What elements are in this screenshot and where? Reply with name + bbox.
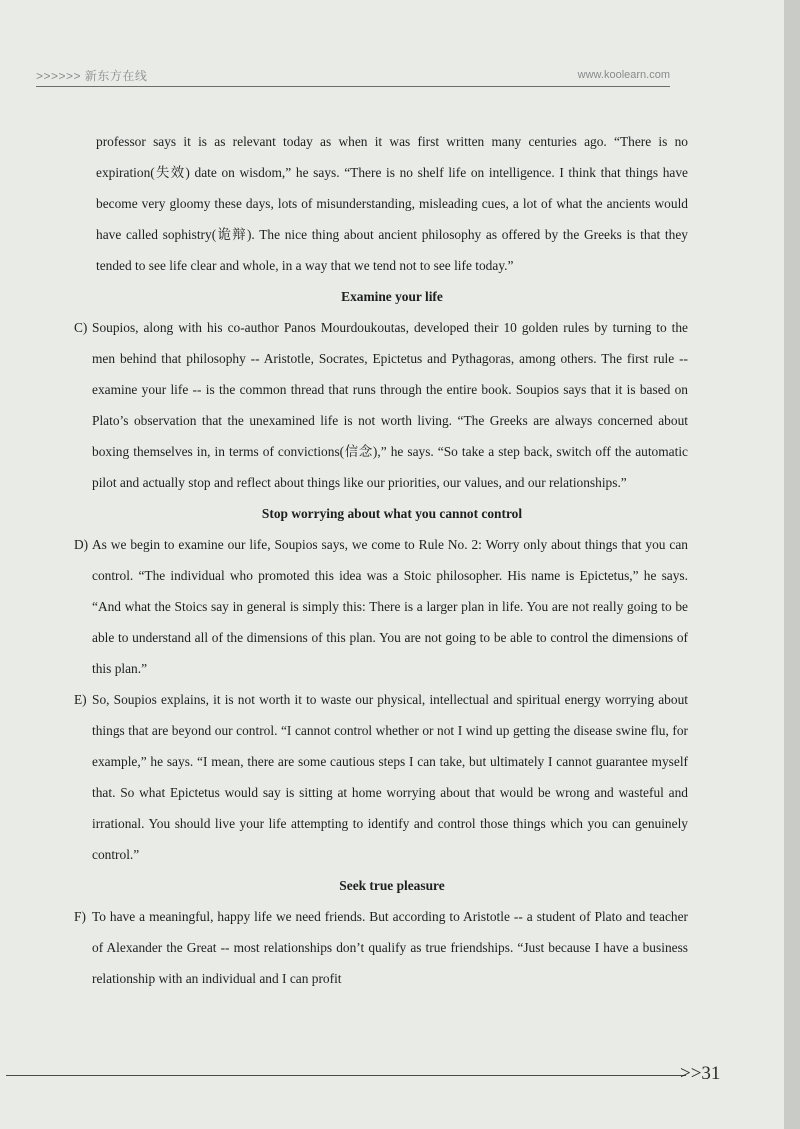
- paragraph-continued: professor says it is as relevant today as when it was first written many centuries ago. “There is no expiration(失效) date on wisdom,” he says. “There is no shelf life on intelligence. I think that things have become very gloomy these days, lots of misunderstanding, misleading cues, a lot of what the ancients would have called sophistry(诡辩). The nice thing about ancient philosophy as offered by the Greeks is that they tended to see life clear and whole, in a way that we tend not to see life today.”: [96, 134, 688, 273]
- paragraph-d: [74, 529, 688, 684]
- page-number: >>31: [680, 1063, 721, 1084]
- paragraph-text: So, Soupios explains, it is not worth it to waste our physical, intellectual and spiritual energy worrying about things that are beyond our control. “I cannot control whether or not I wind up getting the disease swine flu, for example,” he says. “I mean, there are some cautious steps I can take, but ultimately I cannot guarantee myself that. So what Epictetus would say is sitting at home worrying about that would be wrong and wasteful and irrational. You should live your life attempting to identify and control those things which you can genuinely control.”: [92, 692, 688, 862]
- paragraph-text: Soupios, along with his co-author Panos Mourdoukoutas, developed their 10 golden rules by turning to the men behind that philosophy -- Aristotle, Socrates, Epictetus and Pythagoras, among others. The first rule -- examine your life -- is the common thread that runs through the entire book. Soupios says that it is based on Plato’s observation that the unexamined life is not worth living. “The Greeks are always concerned about boxing themselves in, in terms of convictions(信念),” he says. “So take a step back, switch off the automatic pilot and actually stop and reflect about things like our priorities, our values, and our relationships.”: [92, 320, 688, 490]
- paragraph-label: D): [74, 537, 89, 552]
- footer-rule: [6, 1075, 686, 1076]
- paragraph-text: As we begin to examine our life, Soupios says, we come to Rule No. 2: Worry only about things that you can control. “The individual who promoted this idea was a Stoic philosopher. His name is Epictetus,” he says. “And what the Stoics say in general is simply this: There is a larger plan in life. You are not really going to be able to understand all of the dimensions of this plan. You are not going to be able to control the dimensions of this plan.”: [92, 537, 688, 676]
- section-heading-seek-pleasure: Seek true pleasure: [339, 878, 445, 893]
- article-body: [74, 126, 688, 994]
- paragraph-e: [74, 684, 688, 870]
- paragraph-label: E): [74, 692, 87, 707]
- paragraph-f: [74, 901, 688, 994]
- paragraph-text: To have a meaningful, happy life we need friends. But according to Aristotle -- a student of Plato and teacher of Alexander the Great -- most relationships don’t qualify as true friendships. “Just because I have a business relationship with an individual and I can profit: [92, 909, 688, 986]
- header-publisher: >>>>>> 新东方在线: [36, 69, 148, 83]
- header-website: www.koolearn.com: [577, 69, 670, 81]
- section-heading-stop-worrying: Stop worrying about what you cannot control: [261, 506, 523, 521]
- paragraph-label: C): [74, 320, 88, 335]
- paragraph-c: [74, 312, 688, 498]
- section-heading-examine-life: Examine your life: [341, 289, 443, 304]
- page-header: [36, 64, 670, 87]
- paragraph-label: F): [74, 909, 86, 924]
- page-edge-shadow: [784, 0, 800, 1129]
